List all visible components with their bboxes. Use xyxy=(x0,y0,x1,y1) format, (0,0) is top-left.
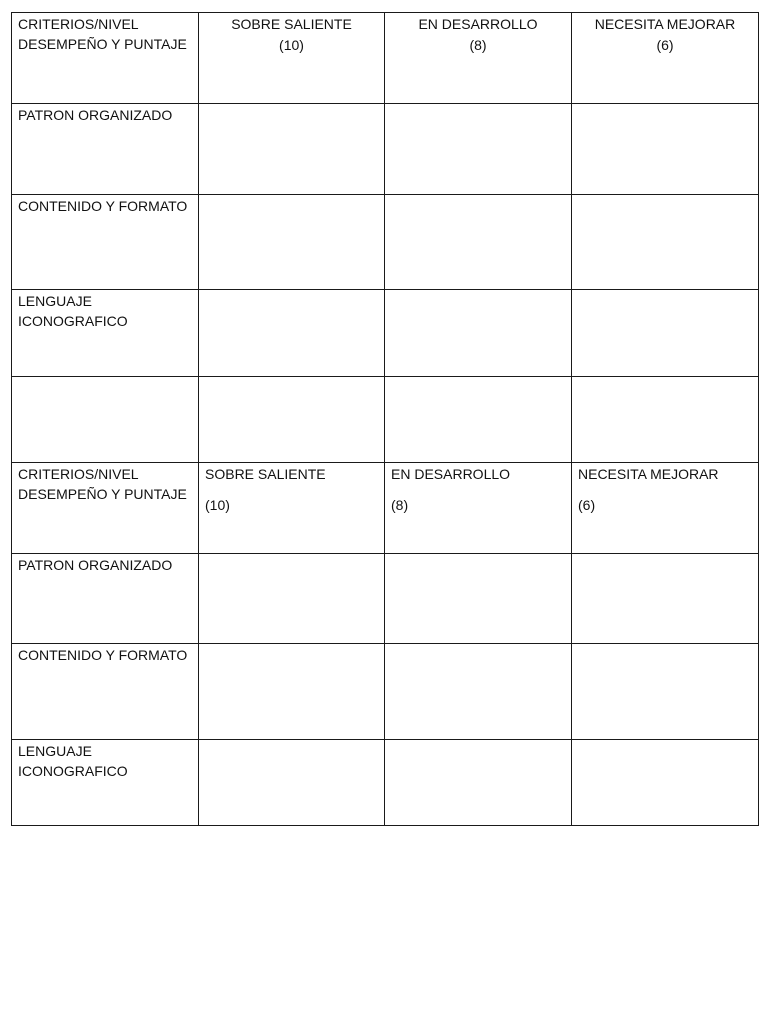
rubric2-header-criteria-cell xyxy=(12,463,199,554)
rubric1-empty-cell xyxy=(385,104,572,195)
rubric2-empty-cell xyxy=(199,554,385,644)
rubric1-empty-cell xyxy=(572,104,759,195)
rubric2-empty-cell xyxy=(572,740,759,826)
rubric1-header-level-cell xyxy=(385,13,572,104)
rubric1-criterion-cell xyxy=(12,377,199,463)
rubric2-level-label: SOBRE SALIENTE xyxy=(205,466,326,482)
rubric1-criterion: CONTENIDO Y FORMATO xyxy=(18,198,188,214)
rubric1-row xyxy=(12,104,759,195)
rubric2-criterion: CONTENIDO Y FORMATO xyxy=(18,647,188,663)
rubric1-level-label: NECESITA MEJORAR xyxy=(594,16,736,32)
rubric1-header-level-cell xyxy=(572,13,759,104)
rubric2-level-score: (10) xyxy=(205,497,230,513)
rubric1-level-score: (10) xyxy=(279,37,304,53)
rubric1-empty-cell xyxy=(199,104,385,195)
rubric1-empty-cell xyxy=(199,195,385,290)
rubric1-criterion-cell xyxy=(12,195,199,290)
rubric1-criterion: LENGUAJE ICONOGRAFICO xyxy=(18,293,128,329)
rubric1-empty-cell xyxy=(385,290,572,377)
rubric2-empty-cell xyxy=(572,554,759,644)
rubric2-empty-cell xyxy=(199,740,385,826)
rubric1-header-level-cell xyxy=(199,13,385,104)
rubric1-header-criteria: CRITERIOS/NIVEL DESEMPEÑO Y PUNTAJE xyxy=(18,16,187,52)
rubric1-criterion: PATRON ORGANIZADO xyxy=(18,107,173,123)
rubric2-empty-cell xyxy=(199,644,385,740)
rubric1-row xyxy=(12,290,759,377)
rubric2-header-level-cell xyxy=(199,463,385,554)
rubric2-level-score: (6) xyxy=(578,497,596,513)
rubric1-empty-cell xyxy=(572,290,759,377)
rubric2-level-score: (8) xyxy=(391,497,409,513)
rubric2-empty-cell xyxy=(385,644,572,740)
rubric1-empty-cell xyxy=(199,377,385,463)
rubric2-level-label: EN DESARROLLO xyxy=(391,466,511,482)
rubric2-empty-cell xyxy=(572,644,759,740)
rubric1-header-criteria-cell xyxy=(12,13,199,104)
rubric2-row xyxy=(12,644,759,740)
rubric1-empty-cell xyxy=(385,377,572,463)
rubric2-header-criteria: CRITERIOS/NIVEL DESEMPEÑO Y PUNTAJE xyxy=(18,466,187,502)
rubric1-level-score: (8) xyxy=(469,37,487,53)
rubric2-criterion-cell xyxy=(12,644,199,740)
rubric1-criterion-cell xyxy=(12,104,199,195)
rubric2-criterion-cell xyxy=(12,554,199,644)
rubric2-criterion: PATRON ORGANIZADO xyxy=(18,557,173,573)
rubric2-row xyxy=(12,554,759,644)
rubric1-criterion-cell xyxy=(12,290,199,377)
rubric1-level-label: SOBRE SALIENTE xyxy=(231,16,352,32)
rubric-table xyxy=(11,12,759,826)
rubric1-empty-cell xyxy=(199,290,385,377)
rubric2-header-level-cell xyxy=(572,463,759,554)
rubric1-level-label: EN DESARROLLO xyxy=(418,16,538,32)
rubric2-criterion: LENGUAJE ICONOGRAFICO xyxy=(18,743,128,779)
rubric2-level-label: NECESITA MEJORAR xyxy=(578,466,719,482)
rubric1-empty-cell xyxy=(572,377,759,463)
rubric1-row xyxy=(12,377,759,463)
rubric1-header-row xyxy=(12,13,759,104)
rubric1-row xyxy=(12,195,759,290)
rubric2-empty-cell xyxy=(385,554,572,644)
rubric1-empty-cell xyxy=(385,195,572,290)
rubric2-row xyxy=(12,740,759,826)
rubric2-criterion-cell xyxy=(12,740,199,826)
rubric1-empty-cell xyxy=(572,195,759,290)
rubric1-level-score: (6) xyxy=(656,37,674,53)
rubric1-criterion xyxy=(12,377,198,378)
rubric2-empty-cell xyxy=(385,740,572,826)
rubric2-header-level-cell xyxy=(385,463,572,554)
rubric2-header-row xyxy=(12,463,759,554)
